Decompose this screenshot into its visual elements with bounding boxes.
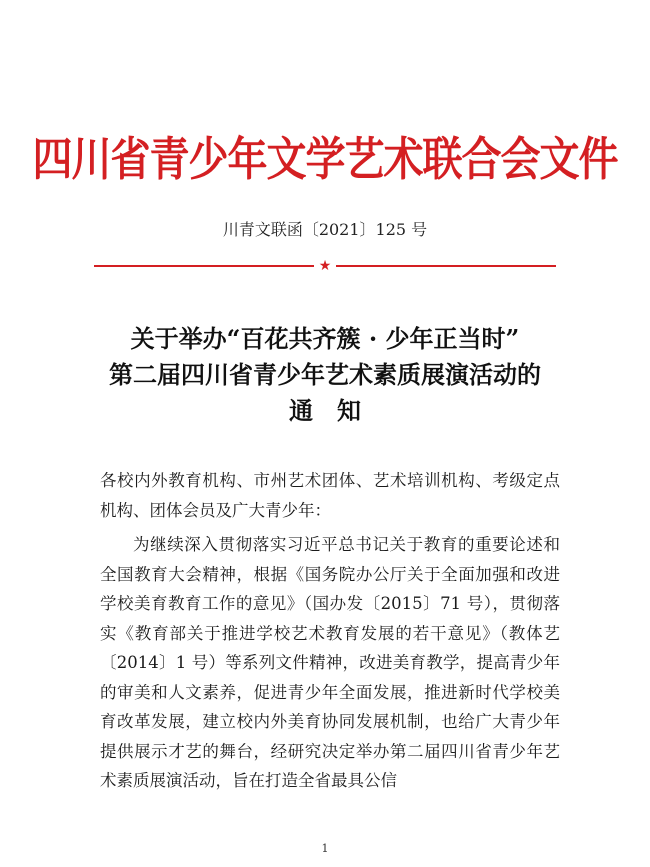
red-separator xyxy=(94,258,556,274)
separator-line-left xyxy=(94,265,314,267)
recipients-paragraph xyxy=(100,466,560,525)
star-icon: ★ xyxy=(318,258,332,274)
document-header-title: 四川省青少年文学艺术联合会文件 xyxy=(32,133,618,187)
separator-line-right xyxy=(336,265,556,267)
body-paragraph-text: 为继续深入贯彻落实习近平总书记关于教育的重要论述和全国教育大会精神，根据《国务院办公厅关于全面加强和改进学校美育教育工作的意见》（国办发〔2015〕71 号），贯彻落实《教育部关于推进学校艺术教育发展的若干意见》（教体艺〔2014〕1 号）等系列文件精神，改进美育教学，提高青少年的审美和人文素养，促进青少年全面发展，推进新时代学校美育改革发展，建立校内外美育协同发展机制，也给广大青少年提供展示才艺的舞台，经研究决定举办第二届四川省青少年艺术素质展演活动，旨在打造全省最具公信 xyxy=(100,535,560,790)
document-number: 川青文联函〔2021〕125 号 xyxy=(222,220,428,239)
notice-title-line-1: 关于举办“百花共齐簇 · 少年正当时” xyxy=(130,324,520,353)
page-number: 1 xyxy=(321,842,329,855)
notice-title-line-2: 第二届四川省青少年艺术素质展演活动的 xyxy=(109,360,541,389)
body-paragraph xyxy=(100,530,560,796)
notice-title-line-3: 通知 xyxy=(289,396,385,425)
recipients-text: 各校内外教育机构、市州艺术团体、艺术培训机构、考级定点机构、团体会员及广大青少年： xyxy=(100,471,560,520)
